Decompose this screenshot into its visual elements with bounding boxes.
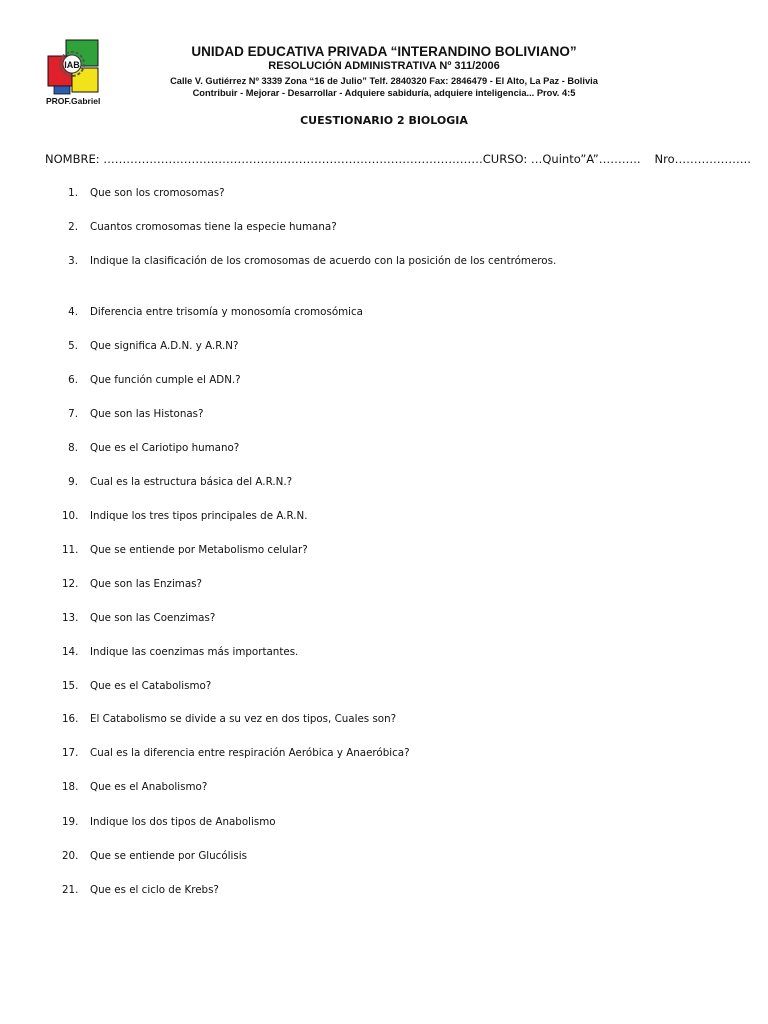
question-text: Cual es la estructura básica del A.R.N.?: [90, 476, 293, 488]
question-number: 5.: [68, 340, 78, 352]
question-text: Que es el Cariotipo humano?: [90, 442, 240, 454]
number-field[interactable]: Nro………………..: [654, 152, 751, 166]
question-number: 13.: [62, 612, 79, 624]
address-line: Calle V. Gutiérrez Nº 3339 Zona “16 de Julio” Telf. 2840320 Fax: 2846479 - El Alto, La Paz - Bolivia: [170, 76, 598, 86]
question-number: 21.: [62, 884, 79, 896]
question-text: Que son los cromosomas?: [90, 187, 225, 199]
logo-caption: PROF.Gabriel: [46, 96, 101, 106]
letterhead: [130, 44, 638, 99]
question-number: 9.: [68, 476, 78, 488]
question-text: Que se entiende por Metabolismo celular?: [90, 544, 308, 556]
document-title: CUESTIONARIO 2 BIOLOGIA: [300, 114, 468, 127]
question-text: Que es el Anabolismo?: [90, 781, 208, 793]
question-number: 3.: [68, 255, 78, 267]
question-text: Que significa A.D.N. y A.R.N?: [90, 340, 239, 352]
question-text: Indique las coenzimas más importantes.: [90, 646, 299, 658]
question-number: 16.: [62, 713, 79, 725]
question-number: 19.: [62, 816, 79, 828]
question-number: 12.: [62, 578, 79, 590]
question-text: Que se entiende por Glucólisis: [90, 850, 247, 862]
question-text: Cuantos cromosomas tiene la especie humana?: [90, 221, 337, 233]
question-number: 20.: [62, 850, 79, 862]
question-number: 4.: [68, 306, 78, 318]
question-text: Diferencia entre trisomía y monosomía cromosómica: [90, 306, 363, 318]
question-number: 10.: [62, 510, 79, 522]
question-text: Que son las Histonas?: [90, 408, 204, 420]
question-number: 2.: [68, 221, 78, 233]
svg-text:IAB: IAB: [64, 60, 80, 70]
student-fields: [45, 152, 751, 166]
question-number: 18.: [62, 781, 79, 793]
question-number: 6.: [68, 374, 78, 386]
question-number: 1.: [68, 187, 78, 199]
question-number: 15.: [62, 680, 79, 692]
question-number: 8.: [68, 442, 78, 454]
school-name: UNIDAD EDUCATIVA PRIVADA “INTERANDINO BOLIVIANO”: [191, 44, 577, 59]
question-text: Indique la clasificación de los cromosomas de acuerdo con la posición de los centrómeros.: [90, 255, 557, 267]
motto-line: Contribuir - Mejorar - Desarrollar - Adquiere sabiduría, adquiere inteligencia... Prov. 4:5: [192, 88, 576, 98]
question-number: 7.: [68, 408, 78, 420]
question-number: 11.: [62, 544, 79, 556]
question-text: Que son las Coenzimas?: [90, 612, 216, 624]
resolution-line: RESOLUCIÓN ADMINISTRATIVA Nº 311/2006: [268, 60, 500, 72]
question-text: Que es el ciclo de Krebs?: [90, 884, 219, 896]
question-text: Cual es la diferencia entre respiración Aeróbica y Anaeróbica?: [90, 747, 410, 759]
name-course-field[interactable]: NOMBRE: ………………………………………………………………………………………CURSO: …Quinto”A”………..: [45, 152, 641, 166]
question-text: Que es el Catabolismo?: [90, 680, 212, 692]
question-number: 17.: [62, 747, 79, 759]
question-text: El Catabolismo se divide a su vez en dos tipos, Cuales son?: [90, 713, 397, 725]
question-text: Que son las Enzimas?: [90, 578, 202, 590]
question-text: Que función cumple el ADN.?: [90, 374, 241, 386]
question-number: 14.: [62, 646, 79, 658]
question-text: Indique los dos tipos de Anabolismo: [90, 816, 276, 828]
question-text: Indique los tres tipos principales de A.R.N.: [90, 510, 308, 522]
